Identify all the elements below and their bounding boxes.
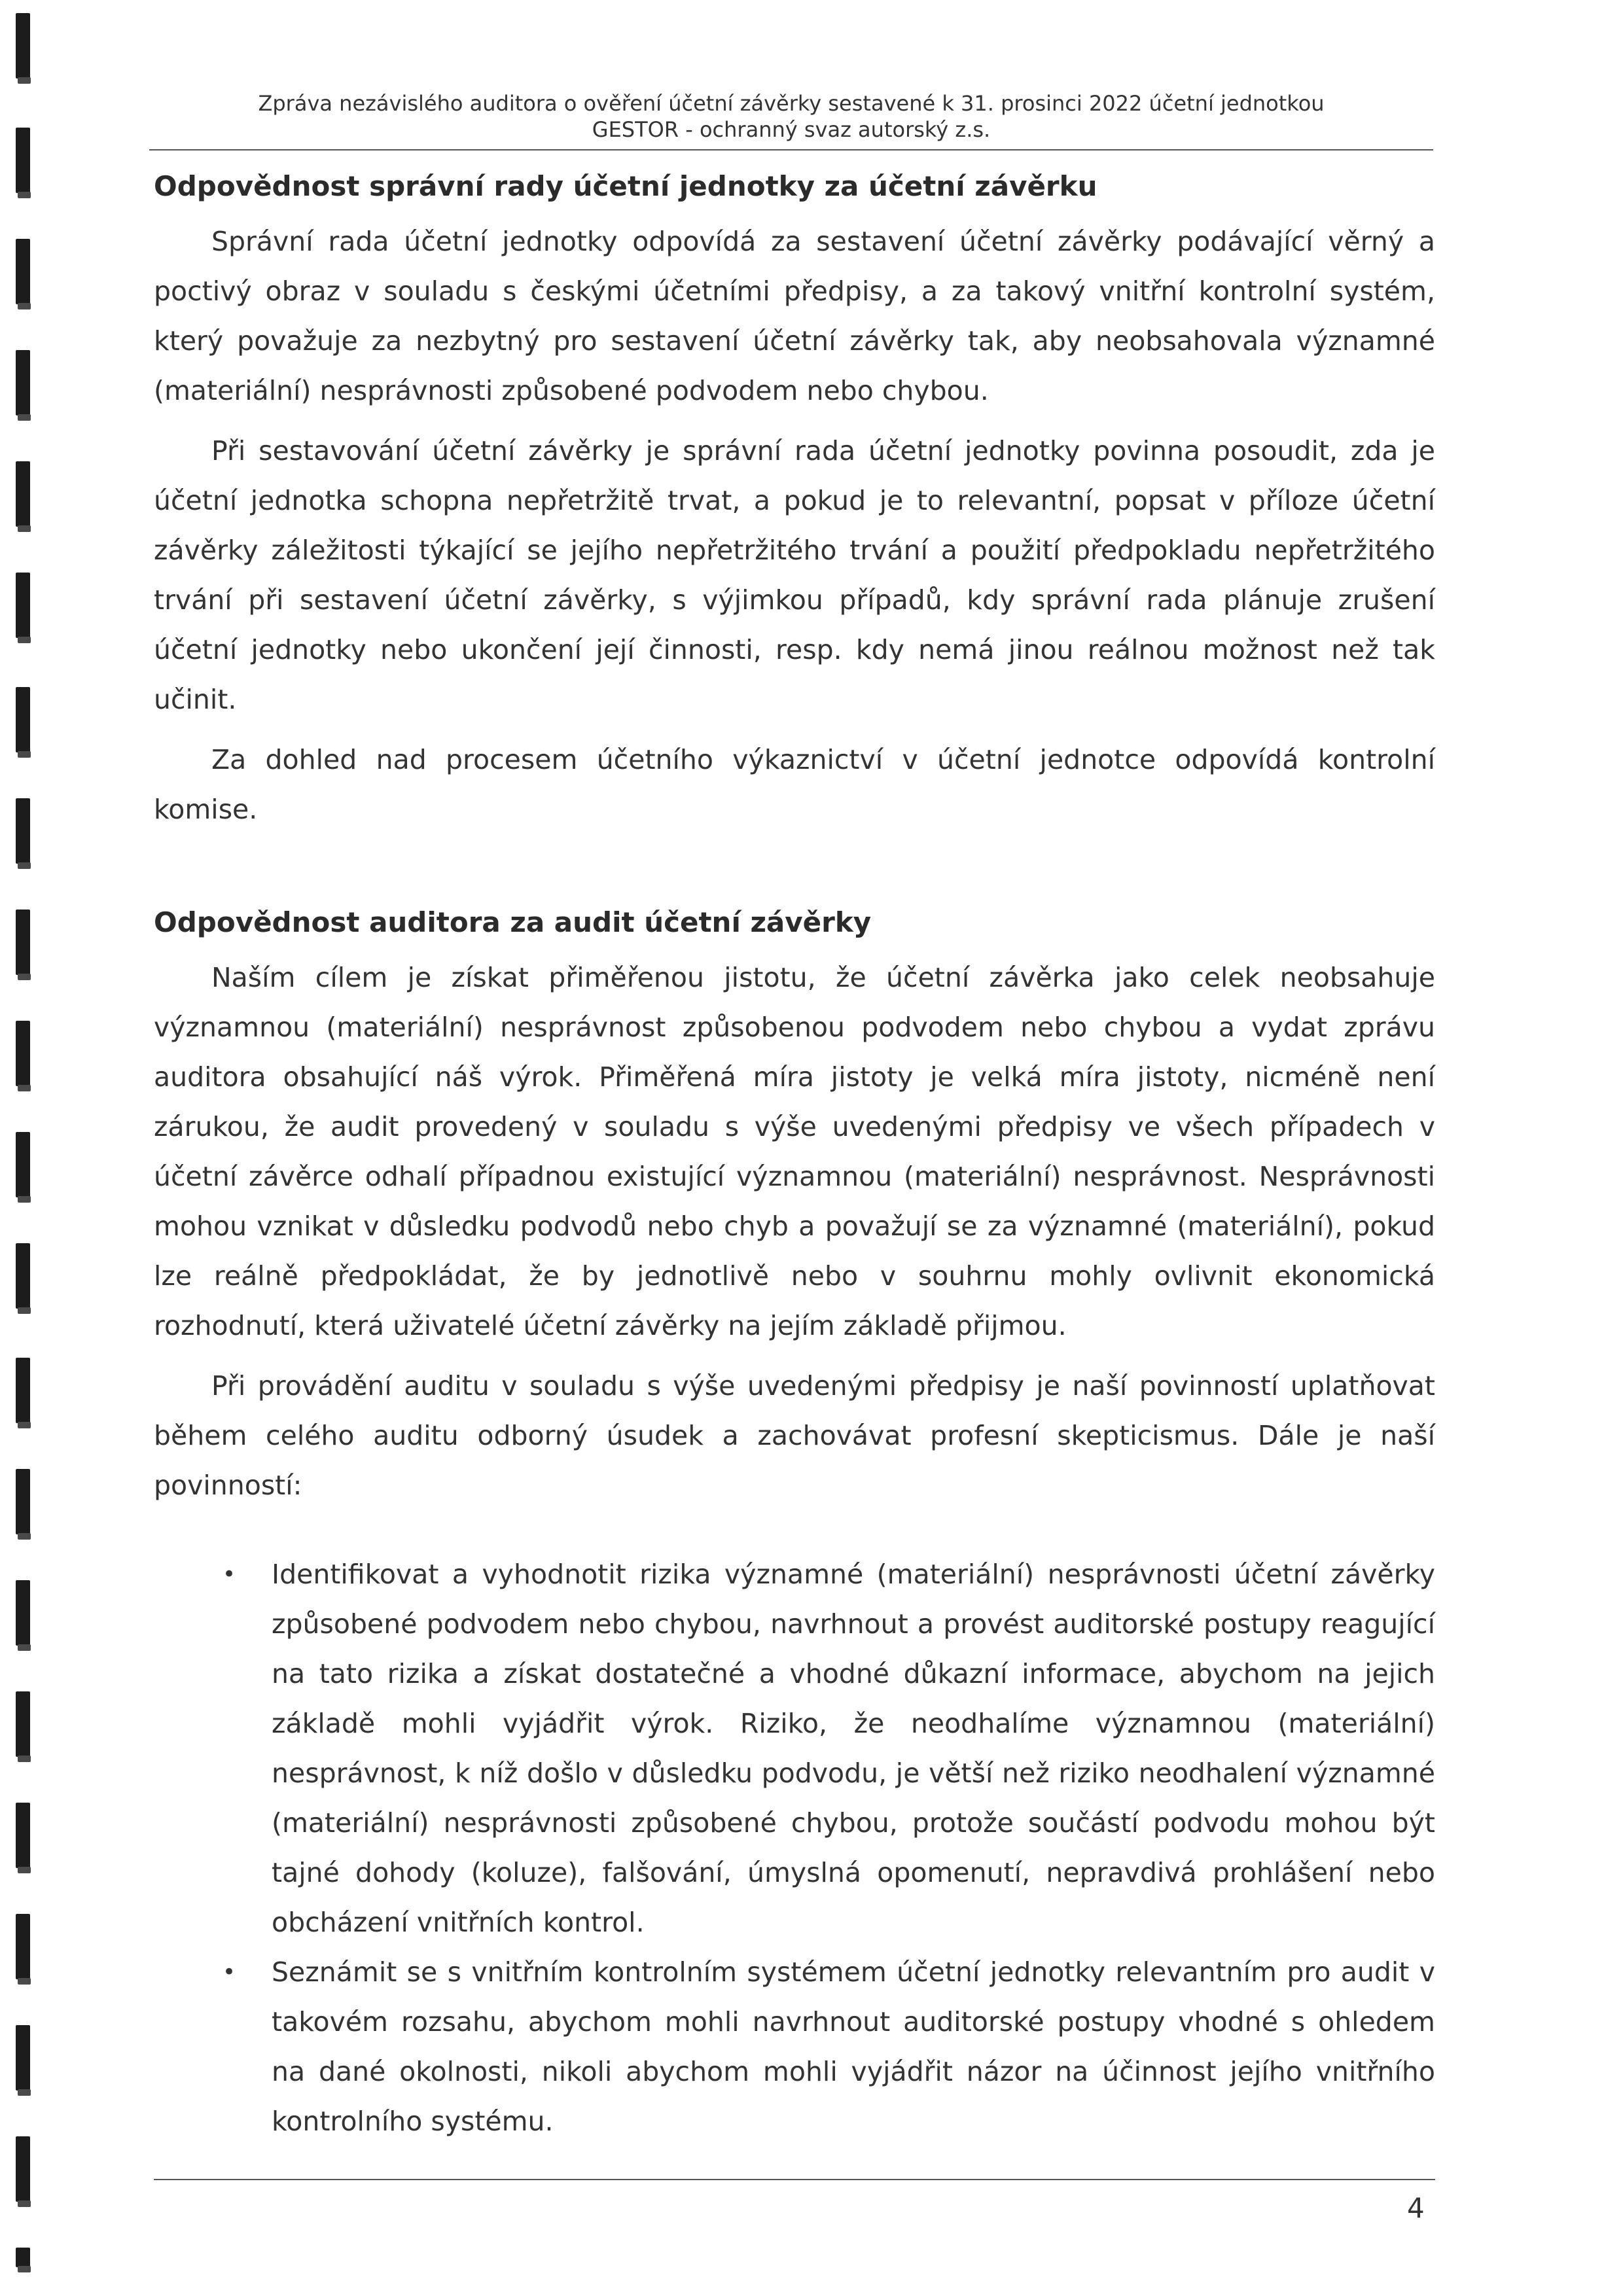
paragraph: Při provádění auditu v souladu s výše uvedenými předpisy je naší povinností uplatňovat během celého auditu odborný úsudek a zachovávat profesní skepticismus. Dále je naší povinností: (154, 1370, 1435, 1501)
header-line-1: Zpráva nezávislého auditora o ověření účetní závěrky sestavené k 31. prosinci 2022 účetní jednotkou (258, 91, 1325, 116)
header-divider (149, 149, 1433, 150)
binding-hole (16, 1691, 30, 1757)
bullet-icon: • (223, 1561, 236, 1587)
paragraph: Za dohled nad procesem účetního výkaznictví v účetní jednotce odpovídá kontrolní komise. (154, 744, 1435, 825)
binding-hole (16, 573, 30, 638)
page-header (149, 90, 1433, 143)
page-content (154, 167, 1435, 2146)
duties-list (154, 1549, 1435, 2146)
binding-hole (16, 1358, 30, 1423)
binding-hole (16, 1580, 30, 1646)
header-line-2: GESTOR - ochranný svaz autorský z.s. (592, 117, 991, 142)
paragraph: Při sestavování účetní závěrky je správní rada účetní jednotky povinna posoudit, zda je účetní jednotka schopna nepřetržitě trvat, a pokud je to relevantní, popsat v příloze účetní závěrky záležitosti týkající se jejího nepřetržitého trvání a použití předpokladu nepřetržitého trvání při sestavení účetní závěrky, s výjimkou případů, kdy správní rada plánuje zrušení účetní jednotky nebo ukončení její činnosti, resp. kdy nemá jinou reálnou možnost než tak učinit. (154, 435, 1435, 715)
paragraph: Správní rada účetní jednotky odpovídá za sestavení účetní závěrky podávající věrný a poctivý obraz v souladu s českými účetními předpisy, a za takový vnitřní kontrolní systém, který považuje za nezbytný pro sestavení účetní závěrky tak, aby neobsahovala významné (materiální) nesprávnosti způsobené podvodem nebo chybou. (154, 226, 1435, 406)
binding-hole (16, 128, 30, 193)
list-item-text: Seznámit se s vnitřním kontrolním systémem účetní jednotky relevantním pro audit v takovém rozsahu, abychom mohli navrhnout auditorské postupy vhodné s ohledem na dané okolnosti, nikoli abychom mohli vyjádřit názor na účinnost jejího vnitřního kontrolního systému. (272, 1956, 1435, 2137)
binding-hole (16, 2248, 30, 2267)
binding-hole (16, 798, 30, 864)
binding-hole (16, 1914, 30, 1979)
page-number: 4 (1407, 2192, 1425, 2224)
binding-hole (16, 687, 30, 752)
binding-hole (16, 1132, 30, 1197)
footer-divider (154, 2179, 1435, 2180)
bullet-icon: • (223, 1959, 236, 1985)
list-item-text: Identifikovat a vyhodnotit rizika významné (materiální) nesprávnosti účetní závěrky způsobené podvodem nebo chybou, navrhnout a provést auditorské postupy reagující na tato rizika a získat dostatečné a vhodné důkazní informace, abychom na jejich základě mohli vyjádřit výrok. Riziko, že neodhalíme významnou (materiální) nesprávnost, k níž došlo v důsledku podvodu, je větší než riziko neodhalení významné (materiální) nesprávnosti způsobené chybou, protože součástí podvodu mohou být tajné dohody (koluze), falšování, úmyslná opomenutí, nepravdivá prohlášení nebo obcházení vnitřních kontrol. (272, 1559, 1435, 1938)
binding-hole (16, 13, 30, 79)
binding-hole (16, 239, 30, 304)
section-heading-management-responsibility: Odpovědnost správní rady účetní jednotky za účetní závěrku (154, 170, 1097, 202)
binding-hole (16, 910, 30, 975)
binding-hole (16, 2136, 30, 2202)
binding-hole (16, 461, 30, 527)
spiral-binding (0, 0, 79, 2296)
binding-hole (16, 1803, 30, 1868)
list-item (154, 1947, 1435, 2146)
binding-hole (16, 350, 30, 415)
section-heading-auditor-responsibility: Odpovědnost auditora za audit účetní závěrky (154, 906, 872, 938)
binding-hole (16, 2025, 30, 2091)
binding-hole (16, 1243, 30, 1309)
paragraph: Naším cílem je získat přiměřenou jistotu, že účetní závěrka jako celek neobsahuje významnou (materiální) nesprávnost způsobenou podvodem nebo chybou a vydat zprávu auditora obsahující náš výrok. Přiměřená míra jistoty je velká míra jistoty, nicméně není zárukou, že audit provedený v souladu s výše uvedenými předpisy ve všech případech v účetní závěrce odhalí případnou existující významnou (materiální) nesprávnost. Nesprávnosti mohou vznikat v důsledku podvodů nebo chyb a považují se za významné (materiální), pokud lze reálně předpokládat, že by jednotlivě nebo v souhrnu mohly ovlivnit ekonomická rozhodnutí, která uživatelé účetní závěrky na jejím základě přijmou. (154, 962, 1435, 1341)
binding-hole (16, 1021, 30, 1086)
list-item (154, 1549, 1435, 1947)
binding-hole (16, 1469, 30, 1534)
